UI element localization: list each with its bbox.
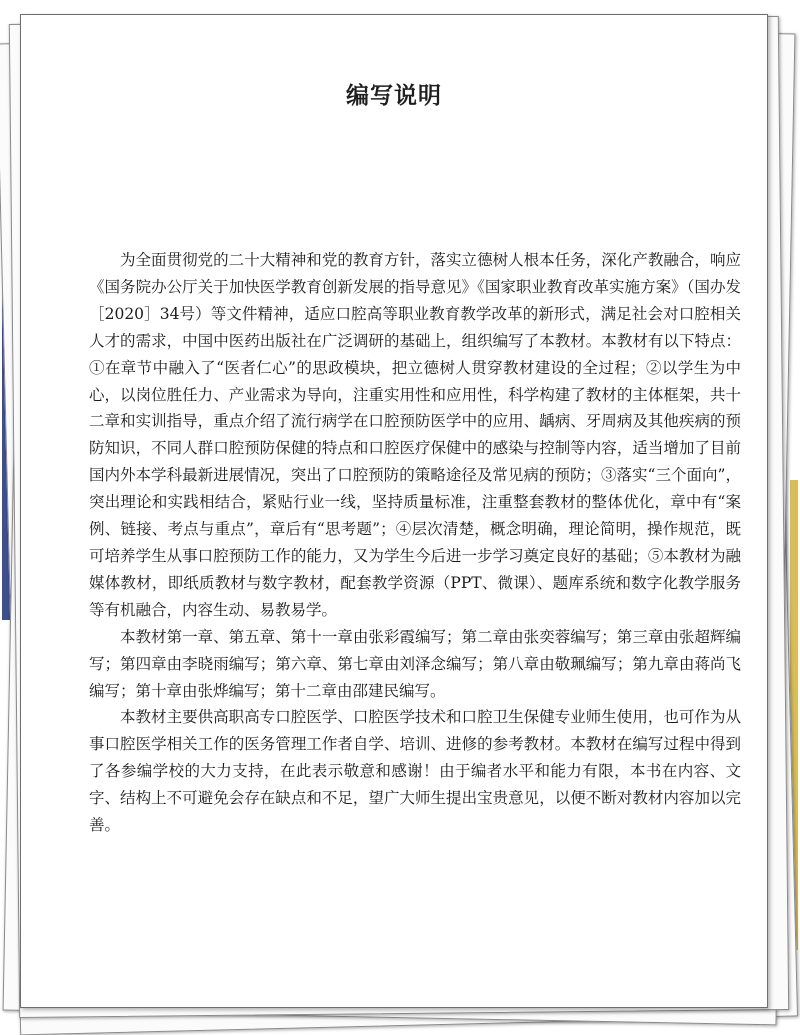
document-page [20, 14, 768, 1008]
paragraph-3: 本教材主要供高职高专口腔医学、口腔医学技术和口腔卫生保健专业师生使用，也可作为从事口腔医学相关工作的医务管理工作者自学、培训、进修的参考教材。本教材在编写过程中得到了各参编学校的大力支持，在此表示敬意和感谢！由于编者水平和能力有限，本书在内容、文字、结构上不可避免会存在缺点和不足，望广大师生提出宝贵意见，以便不断对教材内容加以完善。 [89, 708, 741, 835]
paragraph-1-part-a: 为全面贯彻党的二十大精神和党的教育方针，落实立德树人根本任务，深化产教融合，响应《国务院办公厅关于加快医学教育创新发展的指导意见》《国家职业教育改革实施方案》 [89, 251, 741, 296]
paragraph-1-part-b: 等文件精神，适应口腔高等职业教育教学改革的新形式，满足社会对口腔相关人才的需求，中国中医药出版社在广泛调研的基础上，组织编写了本教材。本教材有以下特点：①在章节中融入了“医者仁心”的思政模块，把立德树人贯穿教材建设的全过程；②以学生为中心，以岗位胜任力、产业需求为导向，注重实用性和应用性，科学构建了教材的主体框架，共十二章和实训指导，重点介绍了流行病学在口腔预防医学中的应用、龋病、牙周病及其他疾病的预防知识，不同人群口腔预防保健的特点和口腔医疗保健中的感染与控制等内容，适当增加了目前国内外本学科最新进展情况，突出了口腔预防的策略途径及常见病的预防；③落实“三个面向”，突出理论和实践相结合，紧贴行业一线，坚持质量标准，注重整套教材的整体优化，章中有“案例、链接、考点与重点”，章后有“思考题”；④层次清楚，概念明确，理论简明，操作规范，既可培养学生从事口腔预防工作的能力，又为学生今后进一步学习奠定良好的基础；⑤本教材为融媒体教材，即纸质教材与数字教材，配套教学资源（PPT、微课）、题库系统和数字化教学服务等有机融合，内容生动、易教易学。 [89, 304, 741, 619]
paragraph-2: 本教材第一章、第五章、第十一章由张彩霞编写；第二章由张奕蓉编写；第三章由张超辉编写；第四章由李晓雨编写；第六章、第七章由刘泽念编写；第八章由敬珮编写；第九章由蒋尚飞编写；第十章由张烨编写；第十二章由邵建民编写。 [89, 627, 741, 700]
page-title: 编写说明 [346, 83, 442, 109]
paragraph-1 [89, 247, 741, 624]
document-number-reference: （国办发［2020］34号） [89, 277, 741, 323]
document-body [89, 247, 741, 839]
